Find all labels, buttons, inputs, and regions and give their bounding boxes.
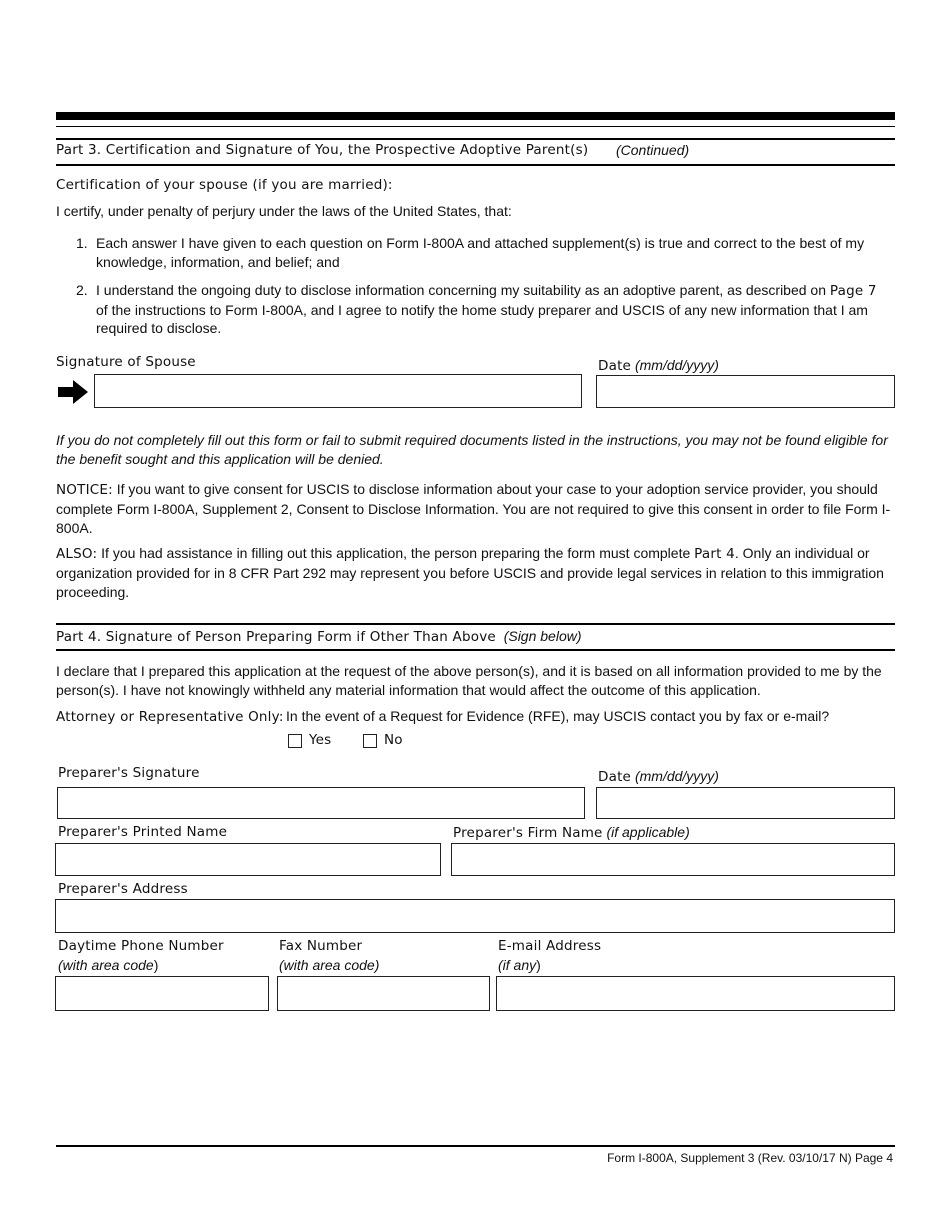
certify-intro: I certify, under penalty of perjury under the laws of the United States, that: [56, 203, 512, 219]
notice-label: NOTICE: [56, 482, 113, 498]
part4-bottom-rule [56, 649, 895, 651]
top-thin-rule [56, 126, 895, 127]
also-text-before: If you had assistance in filling out this application, the person preparing the form must complete [101, 545, 695, 561]
email-label: E-mail Address [498, 938, 602, 954]
preparer-address-field[interactable] [55, 899, 895, 933]
firm-name-field[interactable] [451, 843, 895, 876]
fax-note: (with area code) [279, 957, 380, 973]
email-note [498, 956, 601, 975]
also-label: ALSO: [56, 546, 98, 562]
part3-top-rule [56, 138, 895, 140]
spouse-certification-label: Certification of your spouse (if you are married): [56, 177, 393, 193]
notice-text: If you want to give consent for USCIS to disclose information about your case to your adoption service provider, you should complete Form I-800A, Supplement 2, Consent to Disclose Information. You are not required to give this consent in order to file Form I-800A. [56, 481, 891, 536]
date-format-hint: (mm/dd/yyyy) [634, 357, 719, 373]
preparer-signature-field[interactable] [57, 787, 585, 819]
form-footer: Form I-800A, Supplement 3 (Rev. 03/10/17 N) Page 4 [607, 1151, 893, 1165]
printed-name-field[interactable] [55, 843, 441, 876]
part3-heading: Part 3. Certification and Signature of You, the Prospective Adoptive Parent(s) [56, 142, 589, 158]
preparer-date-field[interactable] [596, 787, 895, 819]
phone-field[interactable] [55, 976, 269, 1011]
phone-note-close: ) [153, 957, 159, 973]
date-label-text: Date [598, 769, 632, 785]
item-text [96, 281, 891, 338]
footer-rule [56, 1145, 895, 1147]
spouse-date-field[interactable] [596, 375, 895, 408]
fax-label: Fax Number [279, 938, 363, 954]
notice-paragraph [56, 480, 896, 538]
certification-item-1 [76, 234, 891, 271]
rfe-question: In the event of a Request for Evidence (RFE), may USCIS contact you by fax or e-mail? [286, 708, 830, 724]
spouse-signature-field[interactable] [94, 374, 582, 408]
preparer-declaration: I declare that I prepared this application at the request of the above person(s), and it is based on all information provided to me by the person(s). I have not knowingly withheld any material information that would affect the outcome of this application. [56, 663, 882, 698]
part4-heading: Part 4. Signature of Person Preparing Form if Other Than Above [56, 629, 496, 645]
spouse-signature-label: Signature of Spouse [56, 354, 196, 370]
printed-name-label: Preparer's Printed Name [58, 824, 228, 840]
fax-field[interactable] [277, 976, 490, 1011]
date-label-text: Date [598, 358, 632, 374]
part4-heading-row [56, 628, 582, 645]
phone-label: Daytime Phone Number [58, 938, 224, 954]
item-number: 2. [76, 282, 88, 298]
preparer-signature-label: Preparer's Signature [58, 765, 200, 781]
email-label-block [498, 937, 601, 975]
date-format-hint: (mm/dd/yyyy) [634, 768, 719, 784]
firm-name-note: (if applicable) [606, 824, 690, 840]
part3-bottom-rule [56, 164, 895, 166]
part4-sign-below: (Sign below) [503, 628, 582, 644]
email-note-close: ) [536, 957, 541, 973]
rfe-no-label: No [384, 732, 403, 748]
spouse-date-label [598, 357, 719, 374]
item-number: 1. [76, 235, 88, 251]
arrow-right-icon [58, 380, 88, 404]
firm-name-label: Preparer's Firm Name [453, 825, 603, 841]
rfe-no-checkbox[interactable] [363, 734, 377, 748]
part4-top-rule [56, 623, 895, 625]
item-text: Each answer I have given to each question on Form I-800A and attached supplement(s) is true and correct to the best of my knowledge, information, and belief; and [96, 235, 865, 270]
also-text-after: . Only an individual or organization provided for in 8 CFR Part 292 may represent you before USCIS and provide legal services in relation to this immigration proceeding. [56, 545, 884, 600]
preparer-date-label [598, 768, 719, 785]
email-field[interactable] [496, 976, 895, 1011]
phone-note-text: (with area code [58, 957, 154, 973]
email-note-text: (if any [498, 957, 537, 973]
fax-label-block [279, 937, 379, 975]
part-reference: Part 4 [694, 546, 735, 562]
page-reference: Page 7 [829, 283, 877, 299]
item-text-before: I understand the ongoing duty to disclose information concerning my suitability as an adoptive parent, as described on [96, 282, 830, 298]
part3-continued: (Continued) [616, 142, 690, 158]
item-text-after: of the instructions to Form I-800A, and I agree to notify the home study preparer and USCIS of any new information that I am required to disclose. [96, 301, 868, 336]
incomplete-form-warning: If you do not completely fill out this form or fail to submit required documents listed in the instructions, you may not be found eligible for the benefit sought and this application will be denied. [56, 432, 888, 467]
rfe-yes-checkbox[interactable] [288, 734, 302, 748]
top-thick-rule [56, 112, 895, 120]
firm-name-label-row [453, 824, 690, 841]
phone-note [58, 956, 224, 975]
certification-item-2 [76, 281, 891, 338]
phone-label-block [58, 937, 224, 975]
preparer-address-label: Preparer's Address [58, 881, 188, 897]
rfe-yes-label: Yes [309, 732, 332, 748]
also-paragraph [56, 544, 896, 602]
attorney-representative-label: Attorney or Representative Only: [56, 709, 284, 725]
